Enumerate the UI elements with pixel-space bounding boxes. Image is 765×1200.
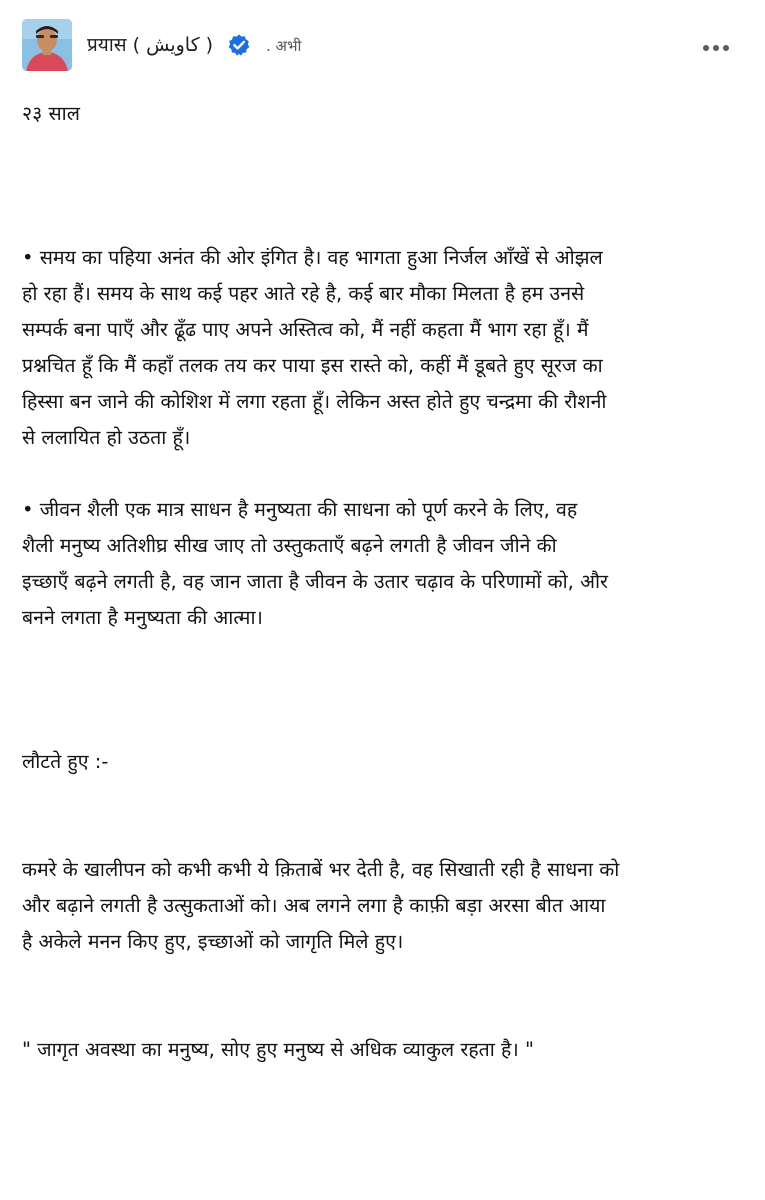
post-text-line: सम्पर्क बना पाएँ और ढूँढ पाए अपने अस्तित्व को, मैं नहीं कहता मैं भाग रहा हूँ। मैं (22, 318, 589, 341)
blank-line (22, 132, 746, 168)
post-body (22, 96, 746, 1068)
more-options-button[interactable] (696, 34, 736, 60)
post-header (0, 0, 765, 95)
post-text-line: और बढ़ाने लगती है उत्सुकताओं को। अब लगने लगा है काफ़ी बड़ा अरसा बीत आया (22, 894, 606, 917)
post-text-line: • जीवन शैली एक मात्र साधन है मनुष्यता की साधना को पूर्ण करने के लिए, वह (22, 498, 578, 521)
post-text-line: है अकेले मनन किए हुए, इच्छाओं को जागृति मिले हुए। (22, 930, 404, 953)
post-text-line: हिस्सा बन जाने की कोशिश में लगा रहता हूँ। लेकिन अस्त होते हुए चन्द्रमा की रौशनी (22, 390, 607, 413)
blank-line (22, 204, 746, 240)
blank-line (22, 780, 746, 816)
blank-line (22, 816, 746, 852)
blank-line (22, 636, 746, 672)
verified-badge-icon (227, 33, 251, 57)
blank-line (22, 168, 746, 204)
post-text-line: बनने लगता है मनुष्यता की आत्मा। (22, 606, 263, 629)
blank-line (22, 672, 746, 708)
post-text-line: कमरे के खालीपन को कभी कभी ये क़िताबें भर देती है, वह सिखाती रही है साधना को (22, 858, 620, 881)
post-text-line: २३ साल (22, 102, 80, 125)
post-text-line: लौटते हुए :- (22, 750, 109, 773)
avatar-photo (22, 19, 72, 71)
author-name[interactable]: प्रयास ( کاویش ) (87, 34, 214, 56)
post-timestamp: . अभी (266, 37, 302, 55)
blank-line (22, 456, 746, 492)
post-text-line: " जागृत अवस्था का मनुष्य, सोए हुए मनुष्य से अधिक व्याकुल रहता है। " (22, 1038, 534, 1061)
post-text-line: शैली मनुष्य अतिशीघ्र सीख जाए तो उस्तुकताएँ बढ़ने लगती है जीवन जीने की (22, 534, 557, 557)
author-avatar[interactable] (22, 19, 72, 71)
blank-line (22, 708, 746, 744)
post-text-line: इच्छाएँ बढ़ने लगती है, वह जान जाता है जीवन के उतार चढ़ाव के परिणामों को, और (22, 570, 608, 593)
post-text-line: से ललायित हो उठता हूँ। (22, 426, 191, 449)
post-text-line: • समय का पहिया अनंत की ओर इंगित है। वह भागता हुआ निर्जल आँखें से ओझल (22, 246, 603, 269)
more-options-icon (696, 34, 736, 60)
post-text-line: हो रहा हैं। समय के साथ कई पहर आते रहे है, कई बार मौका मिलता है हम उनसे (22, 282, 585, 305)
blank-line (22, 996, 746, 1032)
blank-line (22, 960, 746, 996)
post-text-line: प्रश्नचित हूँ कि मैं कहाँ तलक तय कर पाया इस रास्ते को, कहीं मैं डूबते हुए सूरज का (22, 354, 603, 377)
